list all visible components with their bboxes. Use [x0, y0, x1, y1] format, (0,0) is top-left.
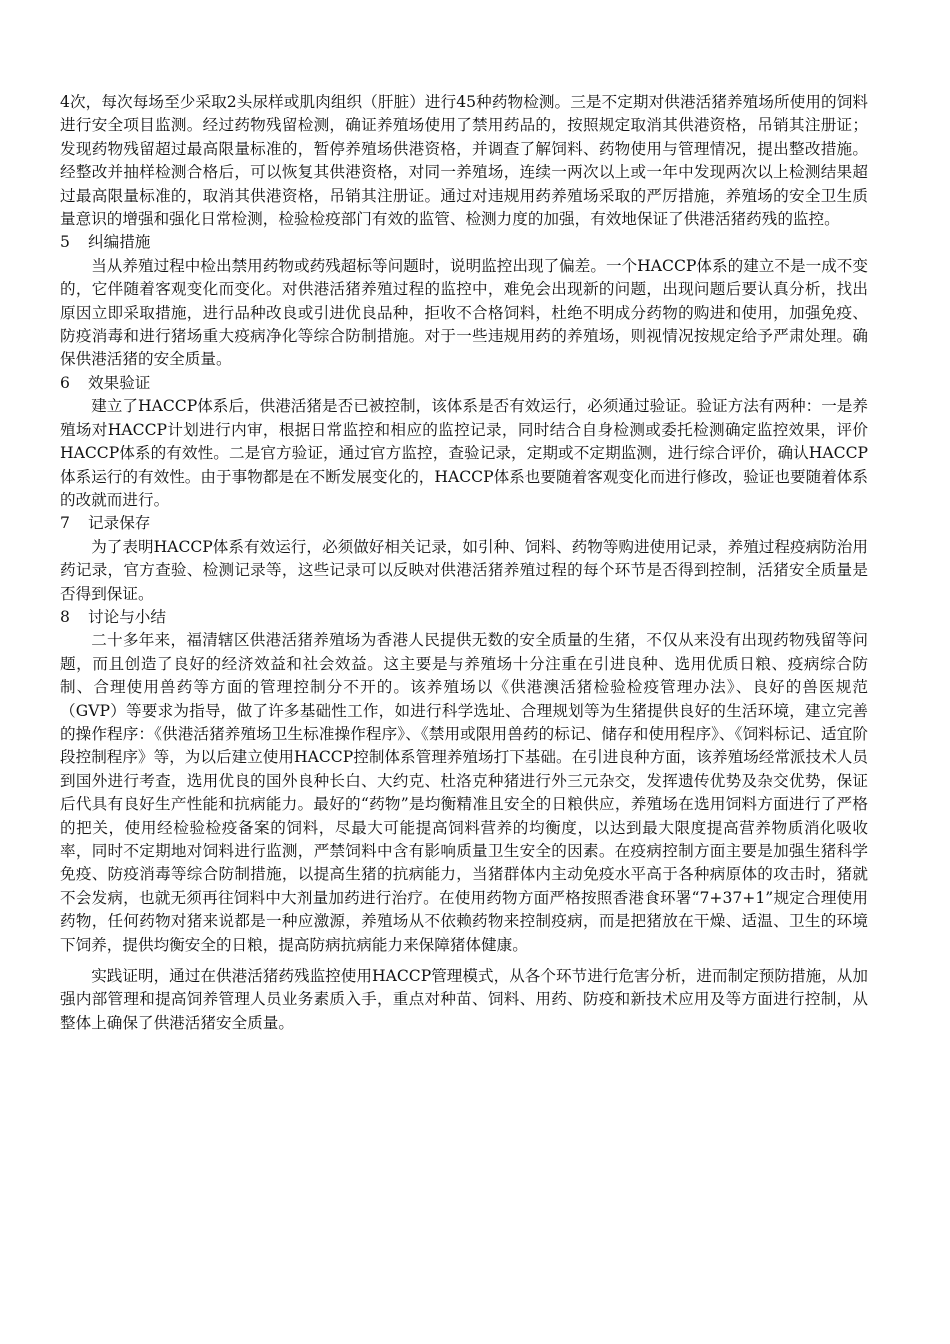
section-paragraph: 实践证明，通过在供港活猪药残监控使用HACCP管理模式，从各个环节进行危害分析，进而制定预防措施，从加强内部管理和提高饲养管理人员业务素质入手，重点对种苗、饲料、用药、防疫和新技术应用及等方面进行控制，从整体上确保了供港活猪安全质量。 [60, 967, 868, 1032]
section-number: 6 [60, 373, 70, 392]
section-number: 5 [60, 233, 70, 252]
intro-paragraph: 4次，每次每场至少采取2头尿样或肌肉组织（肝脏）进行45种药物检测。三是不定期对供港活猪养殖场所使用的饲料进行安全项目监测。经过药物残留检测，确证养殖场使用了禁用药品的，按照规定取消其供港资格，吊销其注册证；发现药物残留超过最高限量标准的，暂停养殖场供港资格，并调查了解饲料、药物使用与管理情况，提出整改措施。经整改并抽样检测合格后，可以恢复其供港资格，对同一养殖场，连续一两次以上或一年中发现两次以上检测结果超过最高限量标准的，取消其供港资格，吊销其注册证。通过对违规用药养殖场采取的严厉措施，养殖场的安全卫生质量意识的增强和强化日常检测，检验检疫部门有效的监管、检测力度的加强，有效地保证了供港活猪药残的监控。 [60, 93, 868, 229]
section-title: 效果验证 [88, 373, 151, 392]
document-body [60, 91, 868, 1035]
section-paragraph: 为了表明HACCP体系有效运行，必须做好相关记录，如引种、饲料、药物等购进使用记录，养殖过程疫病防治用药记录，官方查验、检测记录等，这些记录可以反映对供港活猪养殖过程的每个环节是否得到控制，活猪安全质量是否得到保证。 [60, 537, 868, 603]
section-paragraph: 建立了HACCP体系后，供港活猪是否已被控制，该体系是否有效运行，必须通过验证。验证方法有两种：一是养殖场对HACCP计划进行内审，根据日常监控和相应的监控记录，同时结合自身检测或委托检测确定监控效果，评价HACCP体系的有效性。二是官方验证，通过官方监控，查验记录，定期或不定期监测，进行综合评价，确认HACCP体系运行的有效性。由于事物都是在不断发展变化的，HACCP体系也要随着客观变化而进行修改，验证也要随着体系的改就而进行。 [60, 397, 868, 509]
section-number: 7 [60, 514, 70, 533]
section-heading [60, 606, 868, 629]
section-5 [60, 231, 868, 371]
section-title: 纠编措施 [88, 233, 151, 252]
paragraph-gap [60, 957, 868, 965]
section-paragraph: 二十多年来，福清辖区供港活猪养殖场为香港人民提供无数的安全质量的生猪，不仅从来没有出现药物残留等问题，而且创造了良好的经济效益和社会效益。这主要是与养殖场十分注重在引进良种、选用优质日粮、疫病综合防制、合理使用兽药等方面的管理控制分不开的。该养殖场以《供港澳活猪检验检疫管理办法》、良好的兽医规范（GVP）等要求为指导，做了许多基础性工作，如进行科学选址、合理规划等为生猪提供良好的生活环境，建立完善的操作程序：《供港活猪养殖场卫生标准操作程序》、《禁用或限用兽药的标记、储存和使用程序》、《饲料标记、适宜阶段控制程序》等，为以后建立使用HACCP控制体系管理养殖场打下基础。在引进良种方面，该养殖场经常派技术人员到国外进行考查，选用优良的国外良种长白、大约克、杜洛克种猪进行外三元杂交，发挥遗传优势及杂交优势，保证后代具有良好生产性能和抗病能力。最好的“药物”是均衡精准且安全的日粮供应，养殖场在选用饲料方面进行了严格的把关，使用经检验检疫备案的饲料，尽最大可能提高饲料营养的均衡度，以达到最大限度提高营养物质消化吸收率，同时不定期地对饲料进行监测，严禁饲料中含有影响质量卫生安全的因素。在疫病控制方面主要是加强生猪科学免疫、防疫消毒等综合防制措施，以提高生猪的抗病能力，当猪群体内主动免疫水平高于各种病原体的攻击时，猪就不会发病，也就无须再往饲料中大剂量加药进行治疗。在使用药物方面严格按照香港食环署“7+37+1”规定合理使用药物，任何药物对猪来说都是一种应激源，养殖场从不依赖药物来控制疫病，而是把猪放在干燥、适温、卫生的环境下饲养，提供均衡安全的日粮，提高防病抗病能力来保障猪体健康。 [60, 631, 868, 954]
section-paragraph: 当从养殖过程中检出禁用药物或药残超标等问题时，说明监控出现了偏差。一个HACCP体系的建立不是一成不变的，它伴随着客观变化而变化。对供港活猪养殖过程的监控中，难免会出现新的问题，出现问题后要认真分析，找出原因立即采取措施，进行品种改良或引进优良品种，拒收不合格饲料，杜绝不明成分药物的购进和使用，加强免疫、防疫消毒和进行猪场重大疫病净化等综合防制措施。对于一些违规用药的养殖场，则视情况按规定给予严肃处理。确保供港活猪的安全质量。 [60, 256, 868, 369]
section-7 [60, 512, 868, 606]
section-number: 8 [60, 607, 70, 626]
section-6 [60, 372, 868, 512]
section-heading [60, 512, 868, 535]
section-heading [60, 231, 868, 254]
section-heading [60, 372, 868, 395]
section-title: 记录保存 [88, 514, 151, 533]
section-title: 讨论与小结 [88, 607, 166, 626]
section-8 [60, 606, 868, 1035]
